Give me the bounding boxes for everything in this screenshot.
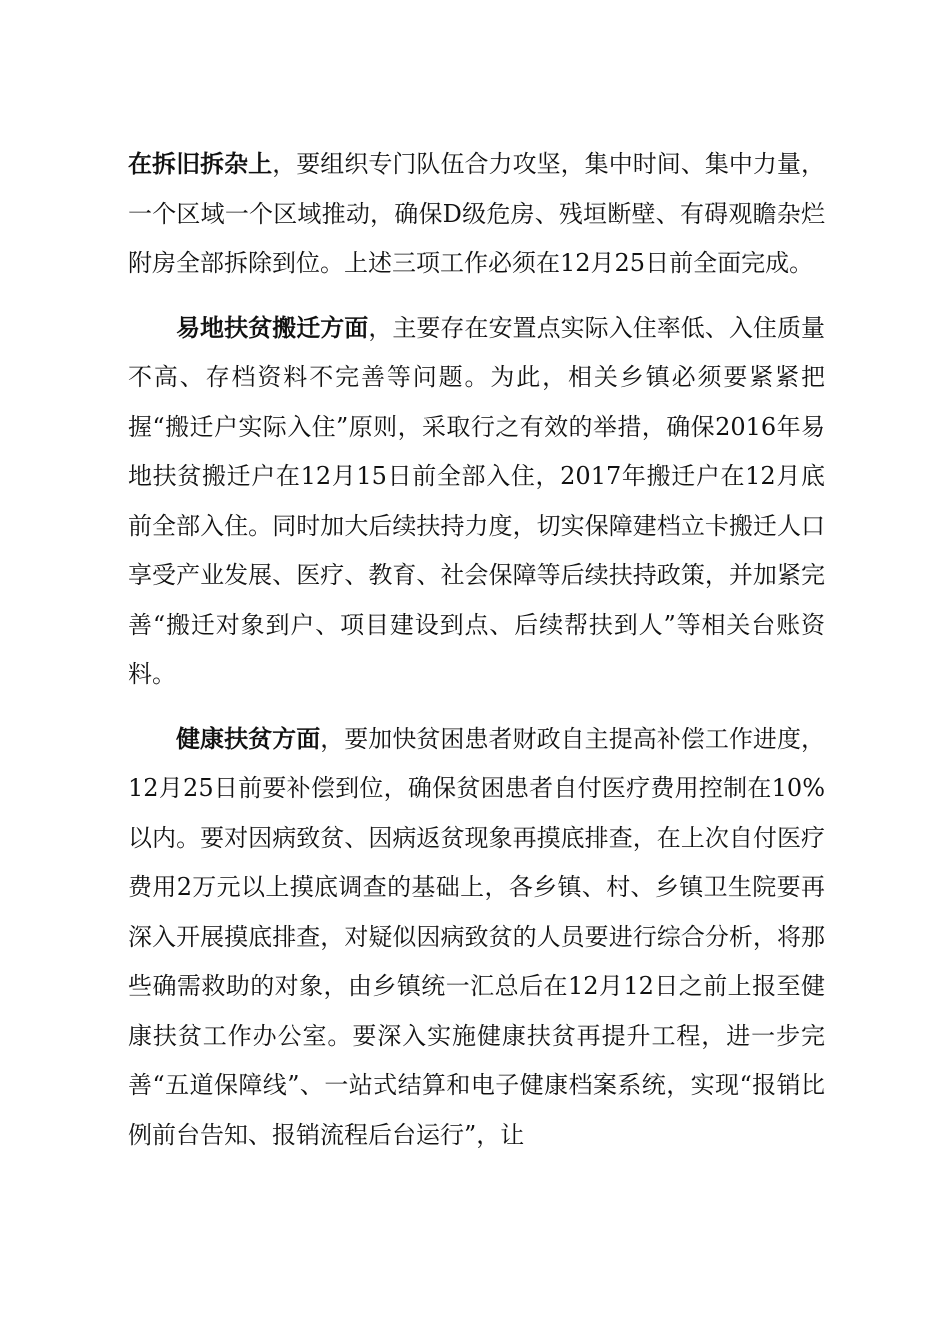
paragraph-demolition (128, 139, 825, 289)
document-body (128, 139, 825, 1174)
paragraph-lead-relocation: 易地扶贫搬迁方面 (176, 312, 369, 342)
paragraph-lead-health: 健康扶贫方面 (176, 723, 321, 753)
paragraph-health (128, 714, 825, 1161)
paragraph-relocation (128, 303, 825, 700)
paragraph-text-relocation: ，主要存在安置点实际入住率低、入住质量不高、存档资料不完善等问题。为此，相关乡镇必须要紧紧把握“搬迁户实际入住”原则，采取行之有效的举措，确保2016年易地扶贫搬迁户在12月15日前全部入住，2017年搬迁户在12月底前全部入住。同时加大后续扶持力度，切实保障建档立卡搬迁人口享受产业发展、医疗、教育、社会保障等后续扶持政策，并加紧完善“搬迁对象到户、项目建设到点、后续帮扶到人”等相关台账资料。 (128, 313, 826, 688)
paragraph-lead-demolition: 在拆旧拆杂上 (128, 149, 273, 178)
paragraph-text-demolition: ，要组织专门队伍合力攻坚，集中时间、集中力量，一个区域一个区域推动，确保D级危房、残垣断壁、有碍观瞻杂烂附房全部拆除到位。上述三项工作必须在12月25日前全面完成。 (128, 150, 826, 277)
paragraph-text-health: ，要加快贫困患者财政自主提高补偿工作进度，12月25日前要补偿到位，确保贫困患者自付医疗费用控制在10%以内。要对因病致贫、因病返贫现象再摸底排查，在上次自付医疗费用2万元以上摸底调查的基础上，各乡镇、村、乡镇卫生院要再深入开展摸底排查，对疑似因病致贫的人员要进行综合分析，将那些确需救助的对象，由乡镇统一汇总后在12月12日之前上报至健康扶贫工作办公室。要深入实施健康扶贫再提升工程，进一步完善“五道保障线”、一站式结算和电子健康档案系统，实现“报销比例前台告知、报销流程后台运行”，让 (128, 724, 826, 1149)
